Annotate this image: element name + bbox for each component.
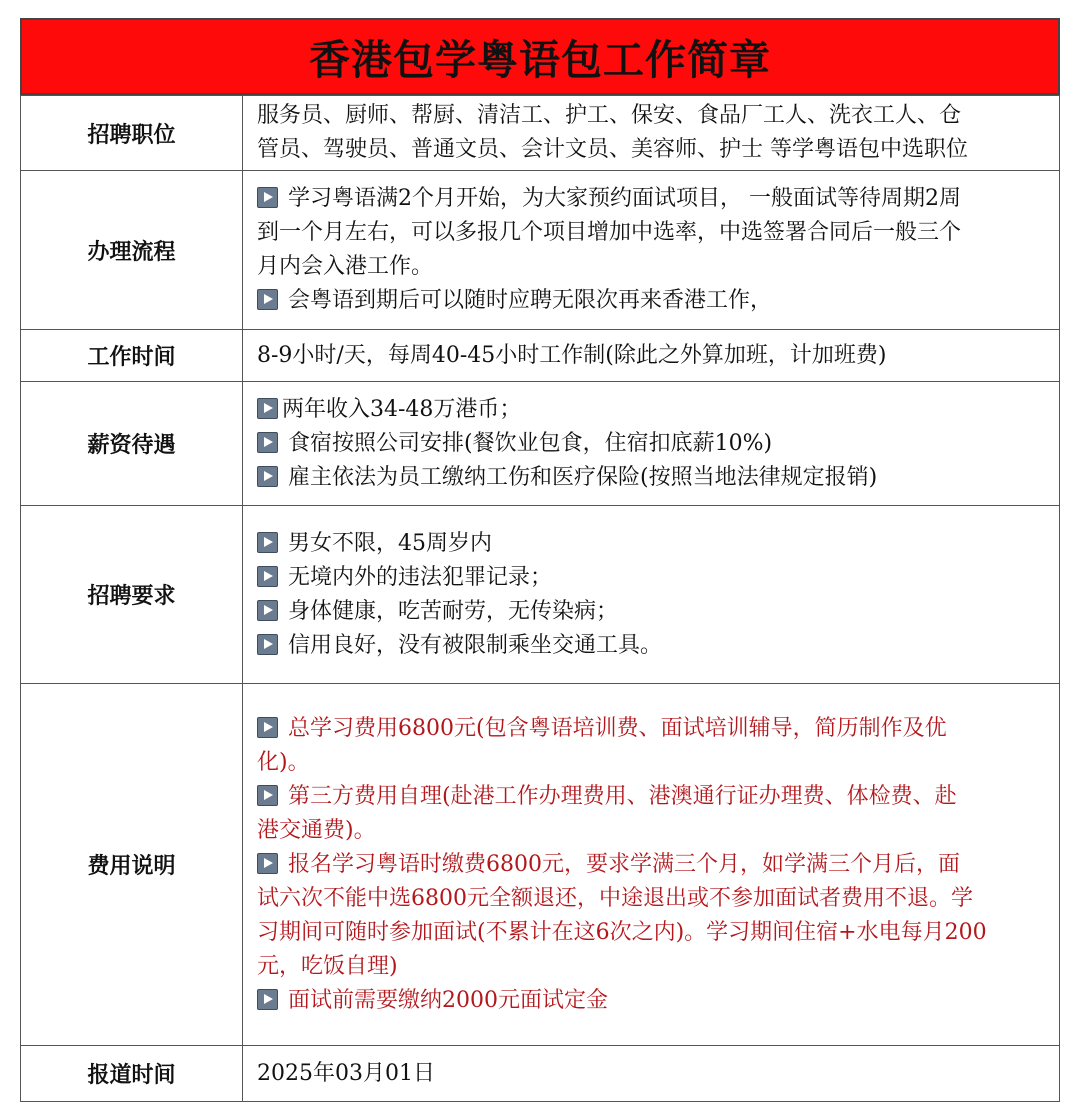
value-salary [243, 382, 1060, 506]
play-bullet-icon [257, 717, 278, 738]
list-item-cont: 试六次不能中选6800元全额退还，中途退出或不参加面试者费用不退。学 [257, 885, 973, 911]
list-item-cont: 习期间可随时参加面试(不累计在这6次之内)。学习期间住宿+水电每月200 [257, 919, 987, 945]
play-bullet-icon [257, 853, 278, 874]
list-item-cont: 月内会入港工作。 [257, 254, 434, 279]
value-process [243, 171, 1060, 330]
label-salary: 薪资待遇 [21, 382, 243, 506]
recruitment-sheet [20, 18, 1060, 1102]
play-bullet-icon [257, 785, 278, 806]
play-bullet-icon [257, 566, 278, 587]
list-item: 男女不限，45周岁内 [257, 527, 1053, 561]
list-item: 雇主依法为员工缴纳工伤和医疗保险(按照当地法律规定报销) [257, 461, 1053, 495]
positions-line: 管员、驾驶员、普通文员、会计文员、美容师、护士 等学粤语包中选职位 [257, 137, 968, 162]
label-report: 报道时间 [21, 1046, 243, 1102]
row-salary [21, 382, 1060, 506]
play-bullet-icon [257, 289, 278, 310]
row-fees [21, 684, 1060, 1046]
value-report: 2025年03月01日 [243, 1046, 1060, 1102]
label-requirements: 招聘要求 [21, 506, 243, 684]
list-item: 两年收入34-48万港币； [257, 393, 1053, 427]
value-positions [243, 96, 1060, 171]
label-process: 办理流程 [21, 171, 243, 330]
list-item: 总学习费用6800元(包含粤语培训费、面试培训辅导，简历制作及优 [257, 712, 1053, 746]
list-item: 无境内外的违法犯罪记录； [257, 561, 1053, 595]
list-item: 食宿按照公司安排(餐饮业包食，住宿扣底薪10%) [257, 427, 1053, 461]
play-bullet-icon [257, 187, 278, 208]
play-bullet-icon [257, 989, 278, 1010]
page-title: 香港包学粤语包工作简章 [20, 18, 1060, 95]
row-positions [21, 96, 1060, 171]
play-bullet-icon [257, 634, 278, 655]
label-positions: 招聘职位 [21, 96, 243, 171]
list-item: 身体健康，吃苦耐劳，无传染病； [257, 595, 1053, 629]
list-item-cont: 港交通费)。 [257, 817, 376, 843]
value-fees [243, 684, 1060, 1046]
play-bullet-icon [257, 600, 278, 621]
play-bullet-icon [257, 466, 278, 487]
list-item-cont: 元，吃饭自理) [257, 953, 398, 979]
row-report [21, 1046, 1060, 1102]
row-hours [21, 330, 1060, 382]
list-item-cont: 到一个月左右，可以多报几个项目增加中选率，中选签署合同后一般三个 [257, 220, 962, 245]
play-bullet-icon [257, 532, 278, 553]
info-table [20, 95, 1060, 1102]
list-item: 面试前需要缴纳2000元面试定金 [257, 984, 1053, 1018]
list-item: 会粤语到期后可以随时应聘无限次再来香港工作， [257, 284, 1053, 318]
list-item: 学习粤语满2个月开始，为大家预约面试项目， 一般面试等待周期2周 [257, 182, 1053, 216]
value-hours: 8-9小时/天，每周40-45小时工作制(除此之外算加班，计加班费) [243, 330, 1060, 382]
row-requirements [21, 506, 1060, 684]
list-item: 信用良好，没有被限制乘坐交通工具。 [257, 629, 1053, 663]
list-item-cont: 化)。 [257, 749, 310, 775]
list-item: 报名学习粤语时缴费6800元，要求学满三个月，如学满三个月后，面 [257, 848, 1053, 882]
play-bullet-icon [257, 398, 278, 419]
positions-line: 服务员、厨师、帮厨、清洁工、护工、保安、食品厂工人、洗衣工人、仓 [257, 103, 962, 128]
list-item: 第三方费用自理(赴港工作办理费用、港澳通行证办理费、体检费、赴 [257, 780, 1053, 814]
row-process [21, 171, 1060, 330]
label-hours: 工作时间 [21, 330, 243, 382]
play-bullet-icon [257, 432, 278, 453]
label-fees: 费用说明 [21, 684, 243, 1046]
value-requirements [243, 506, 1060, 684]
